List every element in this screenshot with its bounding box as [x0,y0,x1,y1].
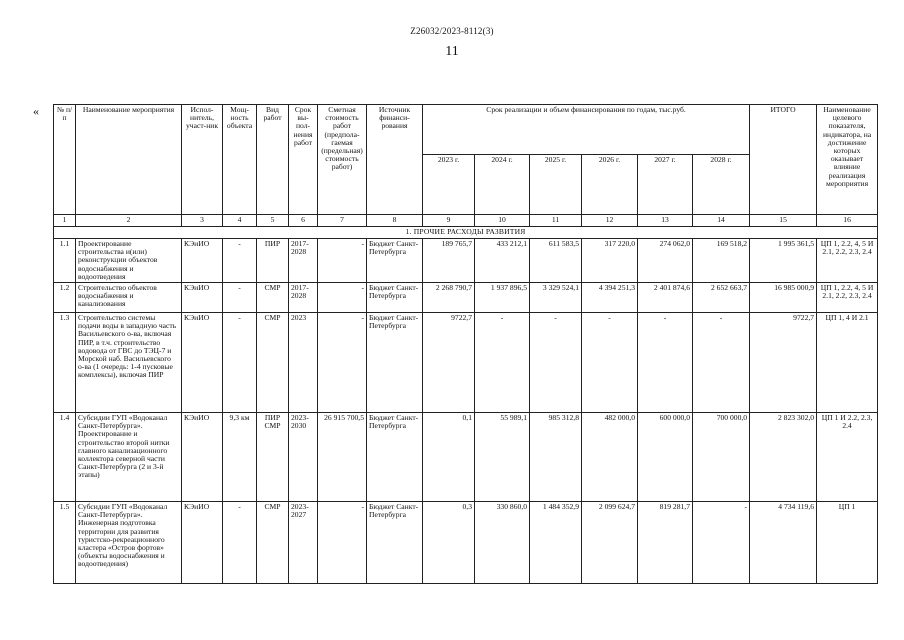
header-year: 2028 г. [693,155,750,215]
row-year-value: - [693,502,750,584]
row-num: 1.5 [54,502,76,584]
header-year: 2027 г. [638,155,693,215]
column-number: 14 [693,215,750,227]
row-year-value: 4 394 251,3 [582,283,638,313]
column-number: 7 [318,215,367,227]
row-year-value: 169 518,2 [693,239,750,283]
column-number: 4 [223,215,257,227]
row-work-type: ПИР [257,239,289,283]
row-total: 9722,7 [750,313,817,413]
row-capacity: - [223,239,257,283]
table-row [54,239,878,283]
row-year-value: 2 652 663,7 [693,283,750,313]
table-row [54,313,878,413]
column-number: 8 [367,215,423,227]
row-capacity: 9,3 км [223,413,257,502]
row-executor: КЭиИО [182,313,223,413]
row-year-value: 2 099 624,7 [582,502,638,584]
page-number: 11 [445,44,459,59]
row-work-type: СМР [257,283,289,313]
column-number: 2 [76,215,182,227]
row-capacity: - [223,313,257,413]
row-total: 2 823 302,0 [750,413,817,502]
header-year: 2025 г. [530,155,582,215]
row-year-value: 0,1 [423,413,475,502]
row-year-value: 9722,7 [423,313,475,413]
column-number-row [54,215,878,227]
row-cost: - [318,239,367,283]
row-year-value: 189 765,7 [423,239,475,283]
header-year: 2026 г. [582,155,638,215]
row-year-value: 611 583,5 [530,239,582,283]
row-term: 2023 [289,313,318,413]
row-year-value: - [530,313,582,413]
column-number: 10 [475,215,530,227]
row-term: 2023-2027 [289,502,318,584]
row-executor: КЭиИО [182,413,223,502]
row-source: Бюджет Санкт-Петербурга [367,283,423,313]
row-total: 1 995 361,5 [750,239,817,283]
row-year-value: 2 401 874,6 [638,283,693,313]
row-total: 4 734 119,6 [750,502,817,584]
opening-quote-mark: « [33,104,39,118]
row-year-value: 330 860,0 [475,502,530,584]
row-num: 1.4 [54,413,76,502]
row-year-value: - [475,313,530,413]
table-row [54,283,878,313]
row-name: Строительство системы подачи воды в западную часть Васильевского о-ва, включая ПИР, в т.ч. строительство водовода от ГВС до ТЭЦ-7 и Морской наб. Васильевского о-ва (1 очередь: 1-4 пусковые комплексы), включая ПИР [76,313,182,413]
header-name: Наименование мероприятия [76,105,182,215]
row-year-value: - [638,313,693,413]
column-number: 3 [182,215,223,227]
header-term: Срок вы-пол-нения работ [289,105,318,215]
column-number: 16 [817,215,878,227]
row-work-type: СМР [257,502,289,584]
row-indicator: ЦП 1, 2.2, 4, 5 И 2.1, 2.2, 2.3, 2.4 [817,283,878,313]
row-num: 1.1 [54,239,76,283]
row-indicator: ЦП 1 [817,502,878,584]
row-year-value: 3 329 524,1 [530,283,582,313]
row-capacity: - [223,502,257,584]
table-row [54,502,878,584]
header-row-top [54,105,878,155]
row-work-type: СМР [257,313,289,413]
header-num: № п/п [54,105,76,215]
header-source: Источник финанси-рования [367,105,423,215]
column-number: 12 [582,215,638,227]
column-number: 9 [423,215,475,227]
row-year-value: 1 484 352,9 [530,502,582,584]
document-number: Z26032/2023-8112(3) [410,26,494,36]
row-executor: КЭиИО [182,283,223,313]
row-indicator: ЦП 1, 2.2, 4, 5 И 2.1, 2.2, 2.3, 2.4 [817,239,878,283]
header-total: ИТОГО [750,105,817,215]
section-row [54,227,878,239]
row-year-value: 433 212,1 [475,239,530,283]
header-year: 2024 г. [475,155,530,215]
row-name: Субсидии ГУП «Водоканал Санкт-Петербурга». Инженерная подготовка территории для развития туристско-рекреационного кластера «Остров фортов» (объекты водоснабжения и водоотведения) [76,502,182,584]
row-year-value: 600 000,0 [638,413,693,502]
column-number: 13 [638,215,693,227]
header-work-type: Вид работ [257,105,289,215]
section-title: 1. ПРОЧИЕ РАСХОДЫ РАЗВИТИЯ [54,227,878,239]
row-year-value: 1 937 896,5 [475,283,530,313]
row-cost: - [318,313,367,413]
row-year-value: - [582,313,638,413]
row-work-type: ПИР СМР [257,413,289,502]
header-year: 2023 г. [423,155,475,215]
row-name: Субсидии ГУП «Водоканал Санкт-Петербурга». Проектирование и строительство второй нитки главного канализационного коллектора северной части Санкт-Петербурга (2 и 3-й этапы) [76,413,182,502]
funding-table [53,104,878,584]
row-num: 1.3 [54,313,76,413]
row-term: 2017-2028 [289,239,318,283]
column-number: 11 [530,215,582,227]
row-indicator: ЦП 1, 4 И 2.1 [817,313,878,413]
row-source: Бюджет Санкт-Петербурга [367,413,423,502]
column-number: 1 [54,215,76,227]
row-year-value: 55 989,1 [475,413,530,502]
row-term: 2017-2028 [289,283,318,313]
row-cost: - [318,502,367,584]
row-term: 2023-2030 [289,413,318,502]
row-executor: КЭиИО [182,502,223,584]
row-total: 16 985 000,9 [750,283,817,313]
row-source: Бюджет Санкт-Петербурга [367,502,423,584]
header-cost: Сметная стоимость работ (предпола-гаемая (предельная) стоимость работ) [318,105,367,215]
row-year-value: 700 000,0 [693,413,750,502]
header-years-group: Срок реализации и объем финансирования по годам, тыс.руб. [423,105,750,155]
row-source: Бюджет Санкт-Петербурга [367,239,423,283]
header-indicator: Наименование целевого показателя, индикатора, на достижение которых оказывает влияние реализация мероприятия [817,105,878,215]
column-number: 5 [257,215,289,227]
column-number: 15 [750,215,817,227]
row-year-value: 274 062,0 [638,239,693,283]
row-year-value: 482 000,0 [582,413,638,502]
row-cost: 26 915 700,5 [318,413,367,502]
row-year-value: 985 312,8 [530,413,582,502]
row-capacity: - [223,283,257,313]
row-executor: КЭиИО [182,239,223,283]
row-year-value: 317 220,0 [582,239,638,283]
table-row [54,413,878,502]
row-year-value: 819 281,7 [638,502,693,584]
row-indicator: ЦП 1 И 2.2, 2.3, 2.4 [817,413,878,502]
header-executor: Испол-нитель, участ-ник [182,105,223,215]
row-cost: - [318,283,367,313]
row-num: 1.2 [54,283,76,313]
column-number: 6 [289,215,318,227]
row-source: Бюджет Санкт-Петербурга [367,313,423,413]
row-year-value: - [693,313,750,413]
row-name: Проектирование строительства и(или) реконструкции объектов водоснабжения и водоотведения [76,239,182,283]
row-year-value: 2 268 790,7 [423,283,475,313]
header-capacity: Мощ-ность объекта [223,105,257,215]
row-name: Строительство объектов водоснабжения и канализования [76,283,182,313]
row-year-value: 0,3 [423,502,475,584]
